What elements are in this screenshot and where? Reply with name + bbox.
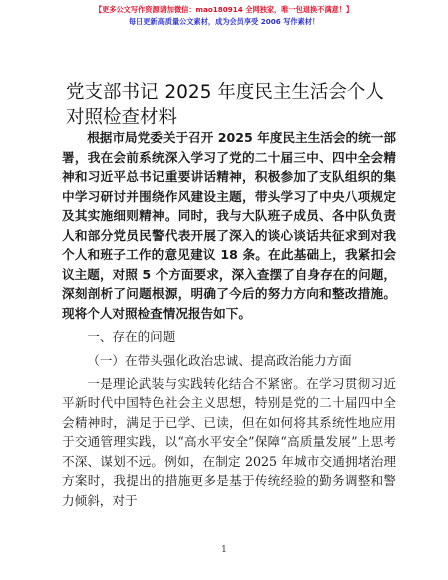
- promo-line-2: 每日更新高质量公文素材，成为会员享受 2006 写作素材！: [128, 17, 320, 26]
- subsection-heading: （一）在带头强化政治忠诚、提高政治能力方面: [87, 353, 352, 369]
- body-paragraph: 一是理论武装与实践转化结合不紧密。在学习贯彻习近平新时代中国特色社会主义思想，特别是党的二十届四中全会精神时，满足于已学、已读，但在如何将其系统性地应用于交通管理实践，以“高水平安全”保障“高质量发展”上思考不深、谋划不远。例如，在制定 2025 年城市交通拥堵治理方案时，我提出的措施更多是基于传统经验的勤务调整和警力倾斜，对于: [62, 375, 396, 508]
- promo-line-1: 【更多公文写作资源请加微信：mao180914 全网独家，唯一包退换不满意！】: [94, 5, 354, 14]
- intro-paragraph: 根据市局党委关于召开 2025 年度民主生活会的统一部署，我在会前系统深入学习了党的二十届三中、四中全会精神和习近平总书记重要讲话精神，积极参加了支队组织的集中学习研讨并围绕作风建设主题，带头学习了中央八项规定及其实施细则精神。同时，我与大队班子成员、各中队负责人和部分党员民警代表开展了深入的谈心谈话共征求到对我个人和班子工作的意见建议 18 条。在此基础上，我紧扣会议主题，对照 5 个方面要求，深入查摆了自身存在的问题，深刻剖析了问题根源，明确了今后的努力方向和整改措施。现将个人对照检查情况报告如下。: [62, 130, 396, 321]
- section-heading: 一、存在的问题: [87, 329, 176, 345]
- promo-banner: [0, 4, 448, 28]
- document-body: [62, 128, 396, 510]
- page-number: 1: [221, 545, 227, 555]
- document-title: 党支部书记 2025 年度民主生活会个人对照检查材料: [66, 82, 384, 128]
